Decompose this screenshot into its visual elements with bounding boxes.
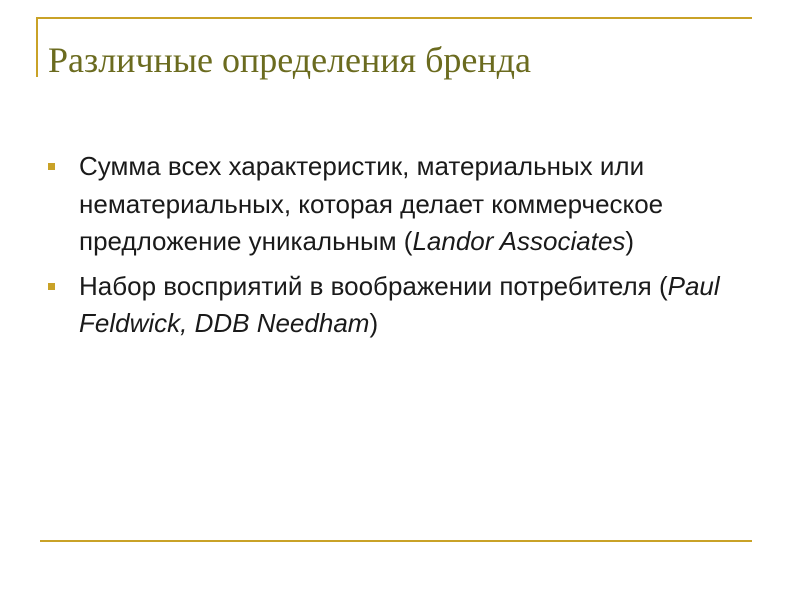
- top-horizontal-rule: [36, 17, 752, 19]
- bullet-suffix: ): [625, 226, 635, 256]
- square-bullet-icon: [48, 163, 55, 170]
- bullet-item-landor: [48, 148, 748, 261]
- bullet-citation: Paul Feldwick, DDB Needham: [79, 270, 720, 338]
- bullet-text: Набор восприятий в воображении потребителя (: [79, 270, 668, 301]
- bullet-item-feldwick: [48, 268, 748, 343]
- slide-title: Различные определения бренда: [48, 40, 531, 80]
- bullet-list: [48, 148, 748, 350]
- bullet-text: Сумма всех характеристик, материальных или нематериальных, которая делает коммерческое предложение уникальным (: [79, 151, 664, 256]
- top-left-vertical-rule: [36, 17, 38, 77]
- square-bullet-icon: [48, 283, 55, 290]
- bullet-suffix: ): [369, 308, 379, 338]
- bottom-horizontal-rule: [40, 540, 752, 542]
- bullet-citation: Landor Associates: [412, 226, 626, 256]
